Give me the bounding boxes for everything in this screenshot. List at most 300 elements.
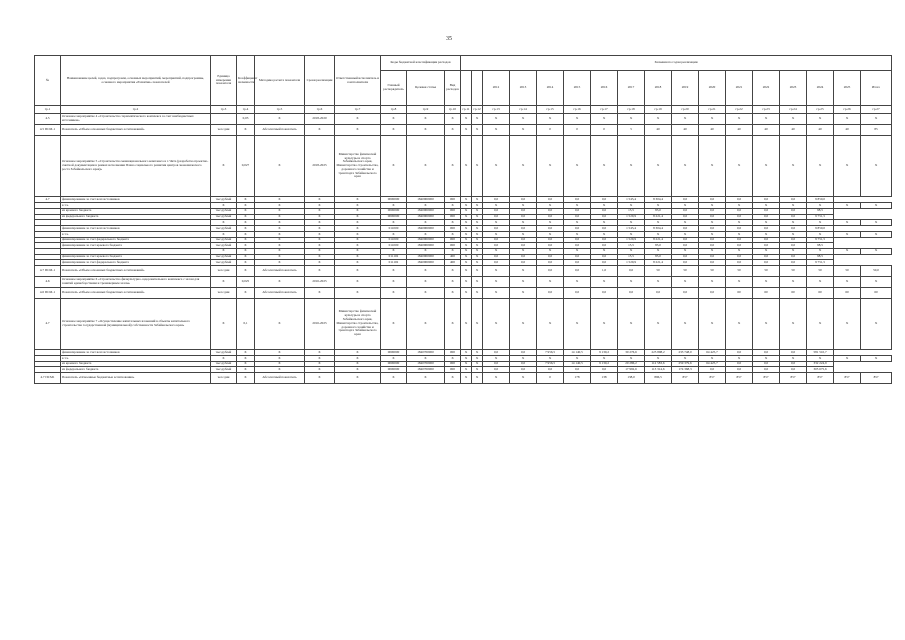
table-cell: 0,0 [726, 214, 753, 220]
table-cell: 2016-2025 [305, 276, 335, 287]
table-cell: 1840700000 [407, 349, 445, 355]
table-cell: Х [305, 243, 335, 249]
table-cell: Х [211, 232, 237, 238]
table-cell: Х [445, 203, 461, 209]
table-cell: Х [807, 298, 834, 349]
header-year: 2017 [618, 71, 645, 106]
table-cell: Х [472, 214, 483, 220]
table-cell: 50 [780, 265, 807, 276]
table-cell: 400 [445, 254, 461, 260]
table-cell: Х [407, 298, 445, 349]
table-cell: Х [591, 114, 618, 125]
header-year: 2024 [807, 71, 834, 106]
table-cell: 0,0 [699, 287, 726, 298]
table-cell: Х [445, 276, 461, 287]
table-cell: Х [591, 276, 618, 287]
header-code-type: Вид расходов [445, 71, 461, 106]
row-number-cell: 4.7 ПСМ1 [35, 372, 61, 383]
table-cell: Х [510, 276, 537, 287]
column-number: гр.4 [237, 106, 255, 114]
table-cell: 1840700000 [407, 361, 445, 367]
table-cell: 581 510,7 [807, 349, 834, 355]
table-cell: 9 751,5 [807, 214, 834, 220]
row-name-cell: в т.ч. [61, 232, 211, 238]
table-cell: Х [255, 367, 305, 373]
table-cell: чел./дни [211, 125, 237, 136]
table-cell: Х [461, 125, 472, 136]
row-name-cell: Показатель «Объем освоенных бюджетных ассигнований» [61, 265, 211, 276]
budget-table [34, 55, 892, 384]
table-cell: Х [726, 203, 753, 209]
table-cell: Х [335, 248, 381, 254]
table-cell: Х [861, 232, 892, 238]
table-cell: Х [407, 265, 445, 276]
table-cell: Х [472, 265, 483, 276]
table-cell: 20 286,2 [618, 361, 645, 367]
table-cell: 857 [726, 372, 753, 383]
table-cell: 011000 [381, 237, 407, 243]
table-cell: 9 130,2 [591, 361, 618, 367]
table-cell: Х [461, 265, 472, 276]
table-cell: Х [255, 298, 305, 349]
table-cell: 0,0 [699, 214, 726, 220]
table-cell: 0,0 [753, 349, 780, 355]
table-cell: Х [461, 225, 472, 231]
header-year: 2018 [645, 71, 672, 106]
table-cell: Х [537, 298, 564, 349]
table-cell: Х [537, 248, 564, 254]
table-cell: Х [672, 356, 699, 362]
table-cell: Х [381, 276, 407, 287]
table-cell: Х [335, 220, 381, 226]
table-cell: Х [483, 372, 510, 383]
table-cell: Х [472, 248, 483, 254]
table-cell: Х [472, 356, 483, 362]
table-cell: Х [461, 276, 472, 287]
column-number: гр.20 [672, 106, 699, 114]
table-cell: Х [381, 372, 407, 383]
table-cell: 0,0 [726, 361, 753, 367]
header-year: 2012 [483, 71, 510, 106]
table-cell: 0,0 [780, 361, 807, 367]
table-cell: Х [461, 349, 472, 355]
table-row [35, 276, 892, 287]
table-cell: Х [645, 203, 672, 209]
table-cell: Х [618, 203, 645, 209]
table-cell: 857 [834, 372, 861, 383]
table-cell: 1 545,4 [618, 225, 645, 231]
table-cell: Х [211, 136, 237, 197]
table-cell: 0,0 [699, 243, 726, 249]
table-cell: 0,0 [510, 237, 537, 243]
table-cell: 1 529,9 [618, 260, 645, 266]
table-cell: 0,0 [537, 287, 564, 298]
table-cell: 9 850,0 [807, 197, 834, 203]
table-cell: Х [461, 243, 472, 249]
table-cell: Х [335, 232, 381, 238]
table-cell: Х [255, 356, 305, 362]
table-cell: 011000 [381, 243, 407, 249]
table-cell: Х [461, 197, 472, 203]
table-cell: Х [335, 356, 381, 362]
table-cell: Х [407, 248, 445, 254]
table-cell: 0,0 [753, 260, 780, 266]
table-row [35, 287, 892, 298]
table-cell: Х [237, 225, 255, 231]
table-cell: 896,5 [645, 372, 672, 383]
table-cell: 0,0 [483, 361, 510, 367]
row-number-cell: 4.7 [35, 197, 61, 203]
table-cell: 98,5 [807, 208, 834, 214]
table-cell: Х [645, 276, 672, 287]
column-number: гр.6 [305, 106, 335, 114]
table-cell: 0,0 [726, 349, 753, 355]
table-cell: Х [699, 356, 726, 362]
table-cell: Х [335, 225, 381, 231]
table-cell: Х [237, 372, 255, 383]
row-name-cell: Показатель «Освоенные бюджетные ассигнования» [61, 372, 211, 383]
table-cell: 0,0 [537, 225, 564, 231]
table-cell: Х [483, 203, 510, 209]
header-method: Методика расчета показателя [255, 56, 305, 106]
table-cell: Х [537, 136, 564, 197]
table-cell: Х [381, 136, 407, 197]
table-cell: 2018-2025 [305, 136, 335, 197]
table-cell: 0,0 [510, 225, 537, 231]
table-cell: Х [461, 232, 472, 238]
table-cell: Х [335, 237, 381, 243]
table-cell: 0,0 [699, 197, 726, 203]
table-cell: 0,0 [564, 208, 591, 214]
table-cell: Х [461, 287, 472, 298]
table-cell: 8 221,4 [645, 260, 672, 266]
table-cell: Х [510, 356, 537, 362]
table-cell: Х [255, 203, 305, 209]
table-cell: Х [237, 254, 255, 260]
table-cell: 0,0 [564, 197, 591, 203]
table-cell: Х [537, 114, 564, 125]
table-cell: Х [445, 125, 461, 136]
table-cell: Х [305, 372, 335, 383]
table-cell: 233 748,0 [672, 349, 699, 355]
table-cell: Х [381, 298, 407, 349]
table-cell: 0 [537, 125, 564, 136]
table-cell: Х [510, 232, 537, 238]
table-cell: 83,0 [645, 243, 672, 249]
table-cell: Х [335, 203, 381, 209]
table-cell: 9 130,2 [591, 349, 618, 355]
table-cell: Х [335, 214, 381, 220]
table-cell: Х [461, 237, 472, 243]
table-cell: Х [807, 356, 834, 362]
table-cell: 0,0 [753, 225, 780, 231]
table-cell: Х [645, 298, 672, 349]
table-cell: 0,0 [483, 367, 510, 373]
table-cell: 1,0 [591, 265, 618, 276]
budget-table-wrapper [34, 55, 883, 384]
table-cell: 0,0 [672, 243, 699, 249]
table-row [35, 136, 892, 197]
table-cell: Х [834, 203, 861, 209]
table-cell: Х [335, 260, 381, 266]
table-cell: 000 [445, 237, 461, 243]
table-cell: 30 276,6 [618, 349, 645, 355]
table-cell: 0,0 [537, 197, 564, 203]
table-cell: Х [591, 136, 618, 197]
table-cell: 1840900000 [407, 197, 445, 203]
table-cell: Х [381, 265, 407, 276]
table-cell: 0,0 [780, 197, 807, 203]
table-cell: Х [618, 136, 645, 197]
table-cell: Х [237, 287, 255, 298]
table-cell: 7 956,5 [537, 361, 564, 367]
table-cell: 0,0 [591, 367, 618, 373]
table-cell: Х [780, 298, 807, 349]
table-cell: 0,025 [237, 276, 255, 287]
header-num: № [35, 56, 61, 106]
table-cell: Х [780, 136, 807, 197]
column-number: гр.18 [618, 106, 645, 114]
table-cell: 000 [445, 225, 461, 231]
table-cell: 0 [564, 125, 591, 136]
row-name-cell: Основное мероприятие 5 «Строительство межнационального комплекса в г. Чита (разработка проектно-сметной документации в рамках исполнения Плана социального развития центров экономического роста Забайкальского края)» [61, 136, 211, 197]
table-cell: Х [807, 232, 834, 238]
header-year: Итого [861, 71, 892, 106]
row-number-cell [35, 136, 61, 197]
table-cell: Х [861, 136, 892, 197]
table-cell: 0000000 [381, 208, 407, 214]
table-cell: Х [537, 220, 564, 226]
table-cell: Х [483, 114, 510, 125]
row-number-cell: 4.5 [35, 114, 61, 125]
table-cell: Х [699, 232, 726, 238]
table-cell: тыс.рублей [211, 361, 237, 367]
table-cell: Х [381, 114, 407, 125]
table-cell: 0,0 [780, 214, 807, 220]
table-cell: Х [753, 232, 780, 238]
table-cell: Х [483, 298, 510, 349]
table-cell: Х [305, 361, 335, 367]
table-cell: Х [483, 125, 510, 136]
table-cell: Х [564, 356, 591, 362]
table-cell: 50 [807, 265, 834, 276]
table-cell: Х [445, 265, 461, 276]
table-cell: 8 221,4 [645, 237, 672, 243]
table-cell: Х [407, 125, 445, 136]
table-cell: 0,0 [726, 225, 753, 231]
table-cell: 5 [618, 125, 645, 136]
table-cell: 40 [807, 125, 834, 136]
table-cell: Х [407, 136, 445, 197]
table-cell: Х [211, 276, 237, 287]
table-cell: Х [461, 114, 472, 125]
table-cell: Х [537, 232, 564, 238]
table-cell: 0,0 [699, 254, 726, 260]
column-number: гр.27 [861, 106, 892, 114]
header-values-group: Значения по годам реализации [461, 56, 892, 71]
table-cell: 0,0 [537, 208, 564, 214]
header-executor: Ответственный исполнитель и соисполнители [335, 56, 381, 106]
table-cell: Х [510, 203, 537, 209]
column-number: гр.23 [753, 106, 780, 114]
table-cell: 0,0 [483, 349, 510, 355]
table-cell: 60 [726, 287, 753, 298]
table-cell: Х [255, 225, 305, 231]
table-cell: Х [255, 276, 305, 287]
table-cell: 0000000 [381, 214, 407, 220]
table-cell: Х [472, 125, 483, 136]
table-row [35, 114, 892, 125]
table-cell: Х [461, 260, 472, 266]
table-cell: 0,0 [780, 349, 807, 355]
column-number: гр.7 [335, 106, 381, 114]
table-cell: 1840900000 [407, 260, 445, 266]
table-cell: 40 [699, 125, 726, 136]
table-cell: 0,0 [591, 208, 618, 214]
table-cell: Х [591, 232, 618, 238]
table-cell: 857 [807, 372, 834, 383]
table-cell: Х [564, 114, 591, 125]
table-cell: Х [237, 208, 255, 214]
header-year: 2023 [780, 71, 807, 106]
table-cell: Х [672, 136, 699, 197]
table-cell: Х [472, 208, 483, 214]
table-cell: 0,0 [564, 237, 591, 243]
table-cell: Х [461, 254, 472, 260]
table-cell: 113 314,6 [645, 367, 672, 373]
table-cell: Х [305, 287, 335, 298]
table-cell: Х [255, 220, 305, 226]
table-cell: 9 850,0 [807, 225, 834, 231]
table-cell: Х [255, 214, 305, 220]
table-cell: Х [237, 214, 255, 220]
table-cell: 0,0 [753, 367, 780, 373]
table-cell: Х [807, 248, 834, 254]
table-cell: 0,0 [510, 197, 537, 203]
table-cell: Х [483, 232, 510, 238]
table-cell: Х [726, 276, 753, 287]
table-cell: Х [483, 220, 510, 226]
table-cell: Х [335, 367, 381, 373]
table-cell: Х [335, 287, 381, 298]
table-cell: Х [445, 248, 461, 254]
table-cell: 1 545,4 [618, 197, 645, 203]
table-cell: 0,0 [483, 225, 510, 231]
table-cell: Х [699, 276, 726, 287]
table-cell: 40 [726, 125, 753, 136]
table-cell: Абсолютный показатель [255, 265, 305, 276]
table-cell: 332 224,9 [807, 361, 834, 367]
table-cell: Х [305, 356, 335, 362]
table-cell: Х [780, 220, 807, 226]
table-cell: Х [335, 125, 381, 136]
header-year: 2020 [699, 71, 726, 106]
table-cell: 0 [537, 372, 564, 383]
table-cell: Х [645, 248, 672, 254]
table-cell: Х [305, 367, 335, 373]
table-cell: Х [537, 276, 564, 287]
table-cell: Х [335, 208, 381, 214]
table-cell: 0,0 [780, 367, 807, 373]
table-cell: Х [255, 361, 305, 367]
table-cell: Х [381, 248, 407, 254]
table-cell: тыс.рублей [211, 349, 237, 355]
table-cell: Х [564, 248, 591, 254]
table-cell: Х [699, 136, 726, 197]
table-cell: чел./дни [211, 372, 237, 383]
table-cell: Х [753, 136, 780, 197]
header-coef: Коэффициент значимости [237, 56, 255, 106]
table-cell: Х [537, 356, 564, 362]
table-cell: 0,0 [672, 225, 699, 231]
table-cell: 0,0 [591, 237, 618, 243]
column-number: гр.3 [211, 106, 237, 114]
table-cell: 1840900000 [407, 254, 445, 260]
header-blank-a [461, 71, 472, 106]
table-cell: Х [591, 356, 618, 362]
table-cell: Х [461, 208, 472, 214]
table-cell: Х [237, 197, 255, 203]
table-cell: 0,0 [726, 237, 753, 243]
table-cell: 2018-2020 [305, 114, 335, 125]
table-cell: 0000000 [381, 349, 407, 355]
table-cell: Х [753, 220, 780, 226]
table-cell: Х [472, 203, 483, 209]
table-cell: Х [305, 220, 335, 226]
table-cell: Х [564, 232, 591, 238]
table-cell: Х [726, 298, 753, 349]
table-cell: Х [255, 114, 305, 125]
table-cell: 112 583,6 [645, 361, 672, 367]
table-cell: Х [834, 232, 861, 238]
table-cell: 14 140,5 [564, 361, 591, 367]
table-cell: Х [483, 248, 510, 254]
header-year: 2022 [753, 71, 780, 106]
table-cell: Х [591, 203, 618, 209]
table-cell: Х [472, 197, 483, 203]
header-year: 2016 [591, 71, 618, 106]
table-cell: Х [445, 220, 461, 226]
column-number: гр.1 [35, 106, 61, 114]
table-cell: 000 [445, 214, 461, 220]
table-cell: 0,0 [591, 260, 618, 266]
table-cell: 0,0 [564, 225, 591, 231]
table-cell: Х [305, 237, 335, 243]
table-cell: 9 751,5 [807, 260, 834, 266]
table-cell: Х [510, 136, 537, 197]
header-year: 2021 [726, 71, 753, 106]
table-cell: Х [461, 220, 472, 226]
table-cell: Х [407, 220, 445, 226]
table-cell: Х [237, 349, 255, 355]
table-cell: 225 898,2 [645, 349, 672, 355]
table-cell: Х [807, 136, 834, 197]
table-cell: 0,0 [726, 254, 753, 260]
table-cell [211, 114, 237, 125]
table-cell: Х [564, 203, 591, 209]
table-cell: Х [618, 356, 645, 362]
table-cell: 0,0 [753, 243, 780, 249]
table-cell: 15,5 [618, 254, 645, 260]
table-cell: 1840700000 [407, 367, 445, 373]
table-cell: Х [591, 298, 618, 349]
table-cell: 0,0 [510, 254, 537, 260]
table-cell: 000 [445, 367, 461, 373]
row-number-cell: 4.6 ПСМ-1 [35, 287, 61, 298]
table-cell: Х [335, 254, 381, 260]
table-body [35, 114, 892, 384]
table-cell: Х [780, 114, 807, 125]
